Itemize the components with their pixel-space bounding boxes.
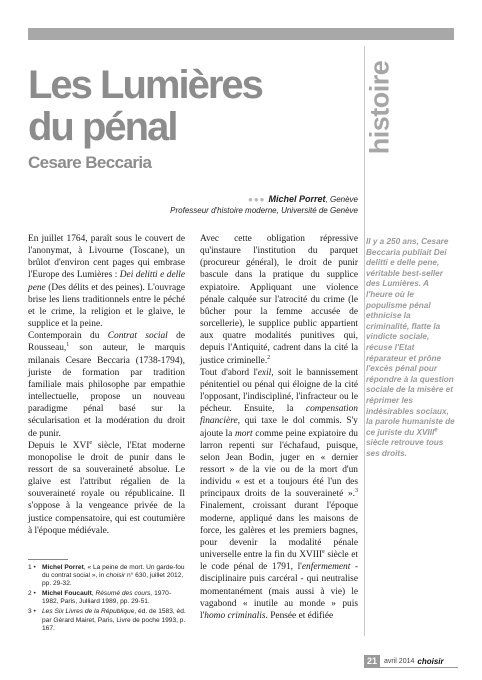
header-bar [28,28,454,40]
footnote-rule [28,559,68,560]
footnote: 1 • Michel Porret, « La peine de mort. Un garde-fou du contrat social », in choisir n° 630, juillet 2012, pp. 29-32. [28,564,185,588]
footnote-ref: 2 [267,354,271,361]
footer-rule [364,667,458,668]
title-line-1: Les Lumières [28,63,262,107]
paragraph: Tout d'abord l'exil, soit le bannissement pénitentiel ou pénal qui éloigne de la cité l'opposant, l'indiscipliné, l'infracteur ou le pécheur. Ensuite, la compensation financière, qui taxe le dol commis. S'y ajoute la mort comme peine expiatoire du larron repenti sur l'échafaud, puisque, selon Jean Bodin, juger en « dernier ressort » de la vie ou de la mort d'un individu « est et a toujours été l'un des principaux droits de la souveraineté ».$^3$ Finalement, croissant durant l'époque moderne, appliqué dans les maisons de force, les galères et les premiers bagnes, pour devenir la modalité pénale universelle entre la fin du XVIIIe siècle et le code pénal de 1791, l'enfermement - disciplinaire puis carcéral - qui neutralise momentanément (mais aussi à vie) le vagabond « inutile au monde » puis l'homo criminalis. Pensée et édifiée [200,367,358,621]
byline [130,194,358,216]
footnote: 2 • Michel Foucault, Résumé des cours, 1970-1982, Paris, Julliard 1989, pp. 29-51. [28,590,172,606]
article-subtitle: Cesare Beccaria [28,153,152,172]
page-footer [364,655,444,667]
paragraph: Contemporain du Contrat social de Rousseau,$^1$ son auteur, le marquis milanais Cesare Beccaria (1738-1794), juriste de formation par tradition familiale mais philosophe par empathie intellectuelle, propose un nouveau paradigme pénal basé sur la sécularisation et la modération du droit de punir. [28,331,186,439]
pull-quote: Il y a 250 ans, Cesare Beccaria publiait Dei delitti e delle pene, véritable best-seller des Lumières. A l'heure où le populisme pénal ethnicise la criminalité, flatte la vindicte sociale, récuse l'Etat réparateur et prône l'excès pénal pour répondre à la question sociale de la misère et réprimer les indésirables sociaux, la parole humaniste de ce juriste du XVIIIe siècle retrouve tous ses droits. [366,237,455,458]
footnote-ref: 1 [66,342,70,349]
body-column-1 [28,233,185,537]
footnote-ref: 3 [355,488,358,495]
author-location: , Genève [325,195,358,204]
author-affiliation: Professeur d'histoire moderne, Université de Genève [170,206,358,215]
magazine-name: choisir [417,656,444,666]
title-line-2: du pénal [28,105,177,149]
paragraph: En juillet 1764, paraît sous le couvert de l'anonymat, à Livourne (Toscane), un brûlot d'environ cent pages qui embrase l'Europe des Lumières : Dei delitti e delle pene (Des délits et des peines). L'ouvrage brise les liens traditionnels entre le péché et le crime, la religion et le glaive, le supplice et la peine. [28,234,185,330]
issue-date: avril 2014 [384,657,415,665]
body-column-2 [200,233,358,622]
byline-dots: ●●● [248,195,266,204]
footnote: 3 • Les Six Livres de la République, éd. de 1583, éd. par Gérard Mairet, Paris, Livre de poche 1993, p. 167. [28,608,186,632]
page-number: 21 [364,655,380,667]
author-name: Michel Porret [268,194,326,204]
footnotes [28,559,186,635]
paragraph: Avec cette obligation répressive qu'instaure l'institution du parquet (procureur général), le droit de punir bascule dans la pratique du supplice expiatoire. Appliquant une violence pénale calquée sur l'atrocité du crime (le bûcher pour la femme accusée de sorcellerie), le supplice public appartient aux quatre modalités punitives qui, depuis l'Antiquité, cadrent dans la cité la justice criminelle.$^2$ [200,234,358,366]
paragraph: Depuis le XVIe siècle, l'Etat moderne monopolise le droit de punir dans le ressort de sa souveraineté absolue. Le glaive est l'attribut régalien de la souveraineté royale ou républicaine. Il s'oppose à la vengeance privée de la justice compensatoire, qui est coutumière à l'époque médiévale. [28,439,185,536]
article-title [28,64,358,148]
section-label: histoire [364,60,395,154]
